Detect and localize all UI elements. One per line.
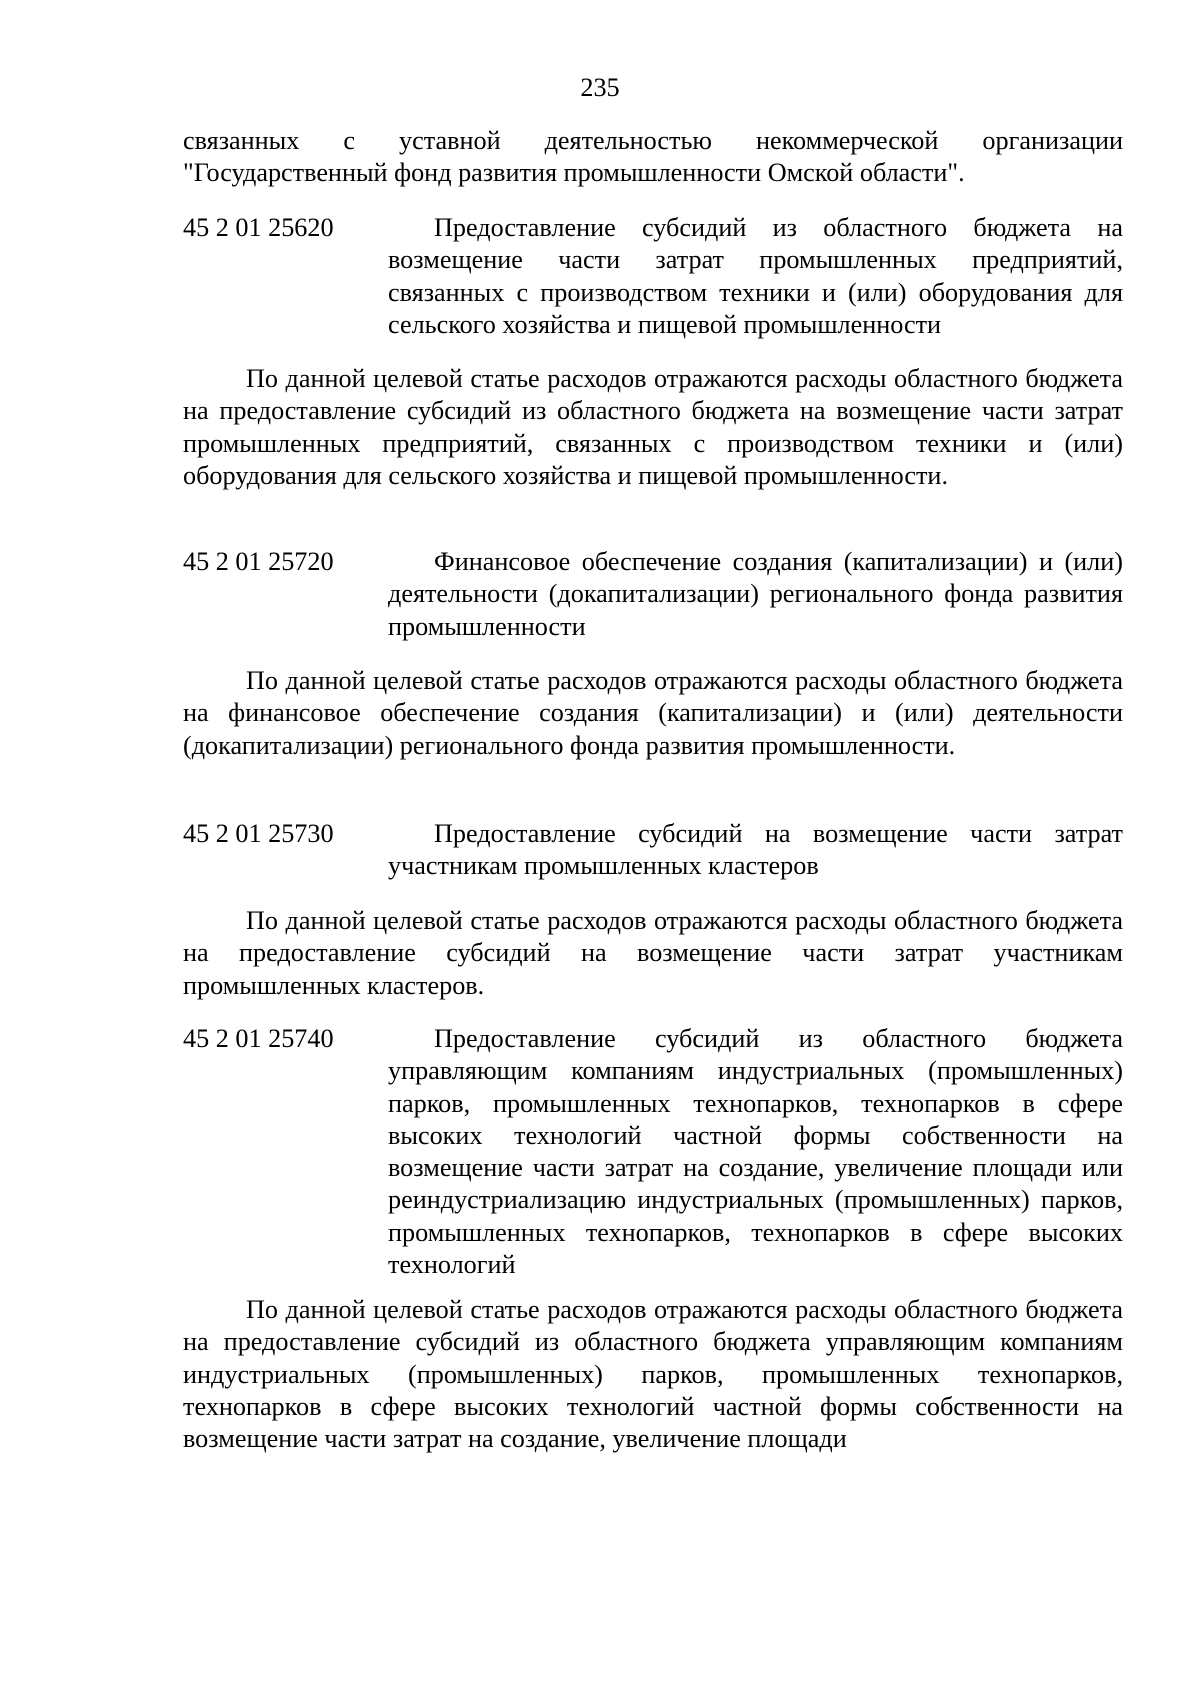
budget-item-title: Предоставление субсидий из областного бюджета управляющим компаниям индустриальных (промышленных) парков, промышленных технопарков, технопарков в сфере высоких технологий частной формы собственности на возмещение части затрат на создание, увеличение площади или реиндустриализацию индустриальных (промышленных) парков, промышленных технопарков, технопарков в сфере высоких технологий <box>388 1024 1123 1280</box>
budget-item-description: По данной целевой статье расходов отражаются расходы областного бюджета на предоставление субсидий из областного бюджета на возмещение части затрат промышленных предприятий, связанных с производством техники и (или) оборудования для сельского хозяйства и пищевой промышленности. <box>183 364 1123 490</box>
budget-item-title: Финансовое обеспечение создания (капитализации) и (или) деятельности (докапитализации) регионального фонда развития промышленности <box>388 547 1123 641</box>
budget-item-description: По данной целевой статье расходов отражаются расходы областного бюджета на предоставление субсидий на возмещение части затрат участникам промышленных кластеров. <box>183 906 1123 1000</box>
budget-item-heading <box>183 1023 1123 1281</box>
budget-item-heading <box>183 818 1123 883</box>
intro-paragraph: связанных с уставной деятельностью некоммерческой организации "Государственный фонд развития промышленности Омской области". <box>183 126 1123 188</box>
budget-item-description: По данной целевой статье расходов отражаются расходы областного бюджета на финансовое обеспечение создания (капитализации) и (или) деятельности (докапитализации) регионального фонда развития промышленности. <box>183 666 1123 760</box>
budget-item-title: Предоставление субсидий на возмещение части затрат участникам промышленных кластеров <box>388 819 1123 881</box>
budget-code: 45 2 01 25740 <box>183 1024 334 1053</box>
budget-code: 45 2 01 25720 <box>183 547 334 576</box>
budget-item-heading <box>183 546 1123 643</box>
page-number: 235 <box>580 73 620 102</box>
budget-item-description: По данной целевой статье расходов отражаются расходы областного бюджета на предоставление субсидий из областного бюджета управляющим компаниям индустриальных (промышленных) парков, промышленных технопарков, технопарков в сфере высоких технологий частной формы собственности на возмещение части затрат на создание, увеличение площади <box>183 1295 1123 1454</box>
budget-item-heading <box>183 212 1123 341</box>
budget-code: 45 2 01 25730 <box>183 819 334 848</box>
budget-item-title: Предоставление субсидий из областного бюджета на возмещение части затрат промышленных предприятий, связанных с производством техники и (или) оборудования для сельского хозяйства и пищевой промышленности <box>388 213 1123 339</box>
budget-code: 45 2 01 25620 <box>183 213 334 242</box>
